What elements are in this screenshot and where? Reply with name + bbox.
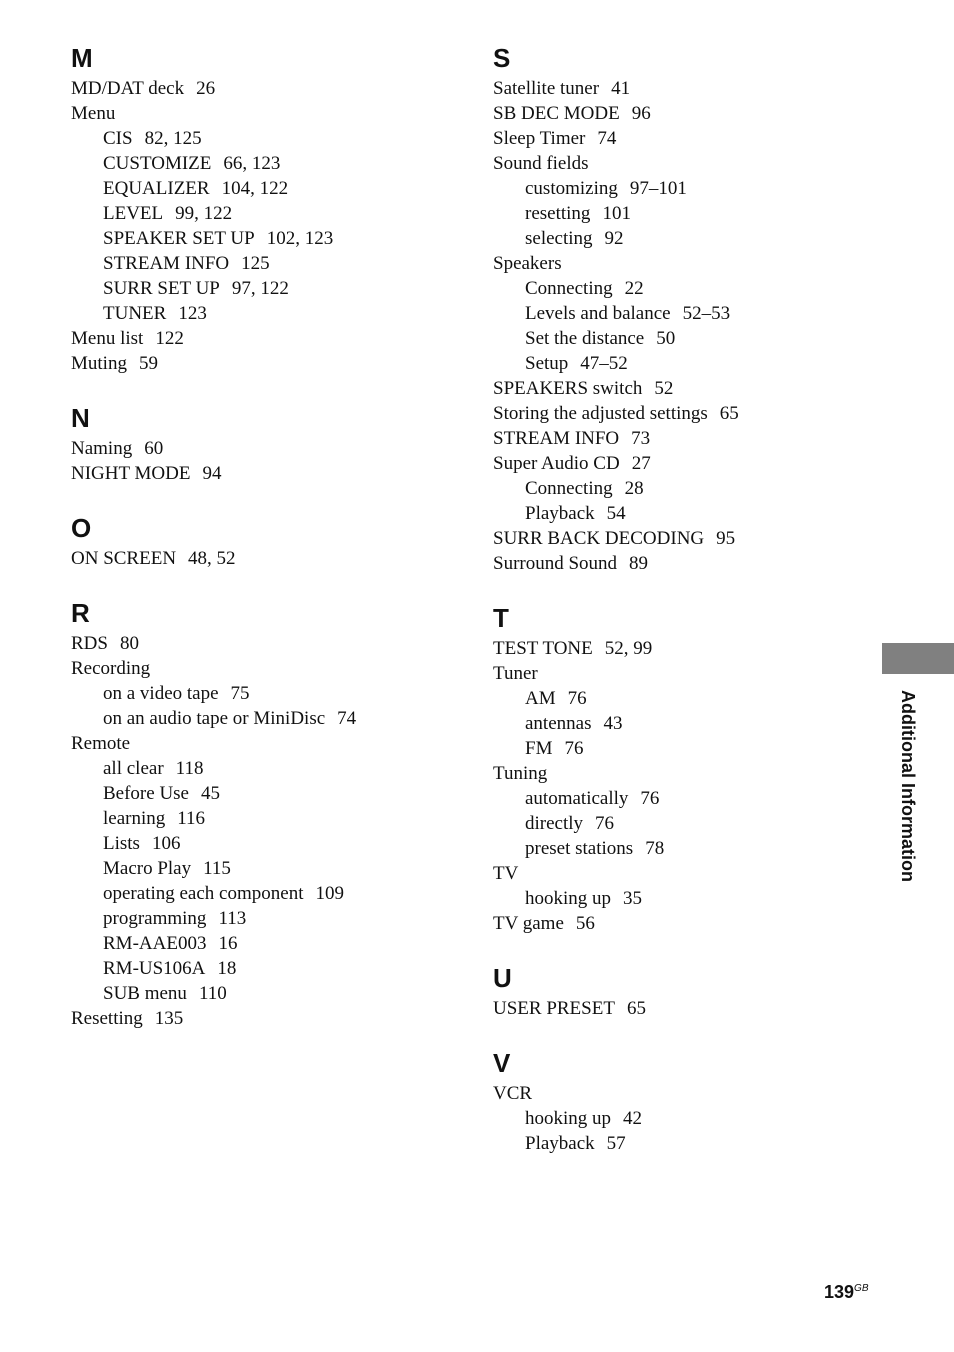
index-page-ref: 26 <box>196 78 216 99</box>
index-term: STREAM INFO <box>493 428 620 449</box>
index-entry <box>71 731 461 756</box>
index-term: operating each component <box>103 883 304 904</box>
index-subentry <box>71 856 461 881</box>
index-page-ref: 45 <box>201 783 220 804</box>
index-entry <box>493 126 863 151</box>
index-term: Menu <box>71 103 116 124</box>
index-page-ref: 41 <box>611 78 631 99</box>
index-term: Connecting <box>525 278 613 299</box>
index-page-ref: 95 <box>716 528 736 549</box>
index-page-ref: 92 <box>604 228 624 249</box>
index-entry <box>71 656 461 681</box>
index-entry <box>493 376 863 401</box>
index-subentry <box>71 706 461 731</box>
index-term: Naming <box>71 438 133 459</box>
index-entry <box>493 101 863 126</box>
index-subentry <box>493 736 863 761</box>
section-letter-heading: V <box>493 1048 511 1078</box>
index-page-ref: 113 <box>218 908 247 929</box>
index-column-left <box>71 40 461 1031</box>
section-letter-heading: U <box>493 963 512 993</box>
index-page-ref: 80 <box>119 633 139 654</box>
index-term: Macro Play <box>103 858 192 879</box>
index-subentry <box>493 476 863 501</box>
index-subentry <box>493 786 863 811</box>
index-entry <box>71 436 461 461</box>
index-entry <box>493 526 863 551</box>
index-page-ref: 73 <box>631 428 651 449</box>
index-term: RM-AAE003 <box>103 933 207 954</box>
index-subentry <box>71 831 461 856</box>
index-term: SURR SET UP <box>103 278 220 299</box>
index-page-ref: 96 <box>631 103 651 124</box>
index-term: Setup <box>525 353 569 374</box>
index-page-ref: 82, 125 <box>144 128 202 149</box>
index-term: automatically <box>525 788 629 809</box>
section-letter-heading: N <box>71 403 90 433</box>
section-spacer <box>71 376 461 400</box>
index-page-ref: 104, 122 <box>221 178 289 199</box>
index-term: Sound fields <box>493 153 589 174</box>
index-page-ref: 66, 123 <box>223 153 281 174</box>
index-term: Super Audio CD <box>493 453 620 474</box>
index-term: customizing <box>525 178 618 199</box>
index-term: Before Use <box>103 783 189 804</box>
index-page-ref: 109 <box>315 883 344 904</box>
index-entry <box>493 861 863 886</box>
section-letter-heading: O <box>71 513 92 543</box>
index-term: Satellite tuner <box>493 78 600 99</box>
index-term: Menu list <box>71 328 144 349</box>
section-spacer <box>71 571 461 595</box>
index-page-ref: 97–101 <box>629 178 687 199</box>
index-page-ref: 60 <box>144 438 164 459</box>
index-term: RDS <box>71 633 108 654</box>
index-subentry <box>71 906 461 931</box>
index-subentry <box>493 886 863 911</box>
index-term: hooking up <box>525 1108 612 1129</box>
section-letter-heading: T <box>493 603 509 633</box>
index-subentry <box>493 276 863 301</box>
index-page-ref: 102, 123 <box>266 228 334 249</box>
index-page-ref: 78 <box>645 838 665 859</box>
index-term: learning <box>103 808 166 829</box>
index-subentry <box>71 126 461 151</box>
index-page-ref: 76 <box>567 688 587 709</box>
index-term: RM-US106A <box>103 958 206 979</box>
index-subentry <box>493 836 863 861</box>
index-term: hooking up <box>525 888 612 909</box>
index-term: on a video tape <box>103 683 219 704</box>
index-subentry <box>493 351 863 376</box>
index-entry <box>493 636 863 661</box>
index-term: SPEAKERS switch <box>493 378 643 399</box>
index-page-ref: 43 <box>603 713 623 734</box>
index-entry <box>493 551 863 576</box>
section-spacer <box>71 486 461 510</box>
index-term: CIS <box>103 128 133 149</box>
index-entry <box>493 426 863 451</box>
index-subentry <box>71 931 461 956</box>
index-page-ref: 125 <box>241 253 270 274</box>
section-tab-label: Additional Information <box>898 690 918 882</box>
index-term: Remote <box>71 733 131 754</box>
index-section <box>71 510 461 571</box>
index-page-ref: 59 <box>138 353 158 374</box>
index-entry <box>493 76 863 101</box>
index-entry <box>71 461 461 486</box>
index-term: Lists <box>103 833 140 854</box>
index-term: Set the distance <box>525 328 645 349</box>
index-term: Tuning <box>493 763 548 784</box>
section-spacer <box>493 576 863 600</box>
index-page-ref: 115 <box>203 858 231 879</box>
index-term: on an audio tape or MiniDisc <box>103 708 326 729</box>
index-entry <box>71 101 461 126</box>
index-term: antennas <box>525 713 592 734</box>
index-section <box>71 40 461 376</box>
index-section <box>493 1045 863 1156</box>
index-entry <box>493 151 863 176</box>
index-page-ref: 18 <box>217 958 237 979</box>
index-term: Connecting <box>525 478 613 499</box>
index-entry <box>493 251 863 276</box>
section-letter-heading: S <box>493 43 511 73</box>
index-term: selecting <box>525 228 593 249</box>
index-page-ref: 28 <box>624 478 644 499</box>
index-section <box>493 40 863 576</box>
index-section <box>71 595 461 1031</box>
index-page-ref: 65 <box>626 998 646 1019</box>
index-entry <box>71 631 461 656</box>
index-entry <box>71 546 461 571</box>
index-term: all clear <box>103 758 164 779</box>
index-subentry <box>71 176 461 201</box>
index-term: NIGHT MODE <box>71 463 191 484</box>
section-letter-heading: M <box>71 43 93 73</box>
index-page-ref: 99, 122 <box>175 203 233 224</box>
index-term: ON SCREEN <box>71 548 177 569</box>
index-subentry <box>493 811 863 836</box>
index-term: USER PRESET <box>493 998 615 1019</box>
index-term: Recording <box>71 658 151 679</box>
index-subentry <box>493 176 863 201</box>
index-page-ref: 74 <box>597 128 617 149</box>
index-term: Storing the adjusted settings <box>493 403 708 424</box>
index-page-ref: 56 <box>575 913 595 934</box>
index-subentry <box>71 756 461 781</box>
index-subentry <box>71 151 461 176</box>
index-term: Playback <box>525 1133 595 1154</box>
index-term: programming <box>103 908 207 929</box>
index-entry <box>71 76 461 101</box>
index-subentry <box>493 711 863 736</box>
index-entry <box>493 451 863 476</box>
index-page-ref: 94 <box>202 463 222 484</box>
index-page-ref: 76 <box>640 788 660 809</box>
index-subentry <box>71 301 461 326</box>
index-term: LEVEL <box>103 203 164 224</box>
section-tab-marker <box>882 643 954 674</box>
index-term: Levels and balance <box>525 303 671 324</box>
index-term: Speakers <box>493 253 562 274</box>
page-number <box>824 1282 869 1303</box>
index-term: Resetting <box>71 1008 143 1029</box>
index-subentry <box>71 201 461 226</box>
index-entry <box>71 1006 461 1031</box>
index-subentry <box>493 501 863 526</box>
index-subentry <box>493 301 863 326</box>
index-page-ref: 65 <box>719 403 739 424</box>
index-subentry <box>71 956 461 981</box>
index-column-right <box>493 40 863 1156</box>
index-page-ref: 101 <box>602 203 631 224</box>
index-page-ref: 89 <box>629 553 649 574</box>
index-page-ref: 118 <box>175 758 204 779</box>
index-term: CUSTOMIZE <box>103 153 212 174</box>
index-page-ref: 122 <box>155 328 184 349</box>
index-term: Tuner <box>493 663 538 684</box>
index-section <box>493 960 863 1021</box>
index-subentry <box>71 251 461 276</box>
index-entry <box>493 761 863 786</box>
index-page-ref: 106 <box>151 833 181 854</box>
index-subentry <box>493 326 863 351</box>
index-page-ref: 76 <box>595 813 615 834</box>
index-subentry <box>71 226 461 251</box>
index-term: MD/DAT deck <box>71 78 185 99</box>
index-page-ref: 74 <box>337 708 357 729</box>
index-term: Playback <box>525 503 595 524</box>
index-subentry <box>493 686 863 711</box>
index-term: SPEAKER SET UP <box>103 228 255 249</box>
index-page-ref: 57 <box>606 1133 626 1154</box>
index-term: TEST TONE <box>493 638 593 659</box>
index-term: SURR BACK DECODING <box>493 528 705 549</box>
index-term: TV <box>493 863 519 884</box>
index-page-ref: 27 <box>631 453 651 474</box>
section-spacer <box>493 936 863 960</box>
index-term: VCR <box>493 1083 533 1104</box>
index-subentry <box>493 226 863 251</box>
index-page-ref: 16 <box>218 933 238 954</box>
index-page-ref: 22 <box>624 278 644 299</box>
index-entry <box>493 996 863 1021</box>
index-section <box>493 600 863 936</box>
index-page-ref: 42 <box>623 1108 643 1129</box>
index-page-ref: 54 <box>606 503 626 524</box>
index-page-ref: 75 <box>230 683 250 704</box>
index-term: SB DEC MODE <box>493 103 620 124</box>
index-page-ref: 97, 122 <box>231 278 289 299</box>
index-term: AM <box>525 688 556 709</box>
index-entry <box>493 401 863 426</box>
page-number-suffix: GB <box>854 1283 869 1294</box>
index-page-ref: 52, 99 <box>604 638 653 659</box>
index-subentry <box>71 981 461 1006</box>
index-page-ref: 110 <box>198 983 227 1004</box>
index-entry <box>493 1081 863 1106</box>
index-term: TV game <box>493 913 564 934</box>
index-subentry <box>71 806 461 831</box>
index-term: STREAM INFO <box>103 253 230 274</box>
index-page-ref: 48, 52 <box>188 548 236 569</box>
section-letter-heading: R <box>71 598 90 628</box>
index-subentry <box>71 881 461 906</box>
index-term: Surround Sound <box>493 553 618 574</box>
index-term: directly <box>525 813 584 834</box>
index-term: FM <box>525 738 553 759</box>
index-term: Muting <box>71 353 127 374</box>
index-term: EQUALIZER <box>103 178 210 199</box>
index-entry <box>71 351 461 376</box>
index-page-ref: 52–53 <box>682 303 731 324</box>
index-page-ref: 35 <box>623 888 643 909</box>
index-page-ref: 47–52 <box>580 353 628 374</box>
index-subentry <box>493 1131 863 1156</box>
index-page-ref: 76 <box>564 738 584 759</box>
index-subentry <box>493 1106 863 1131</box>
index-term: resetting <box>525 203 591 224</box>
index-subentry <box>71 681 461 706</box>
index-entry <box>493 661 863 686</box>
index-subentry <box>71 781 461 806</box>
section-spacer <box>493 1021 863 1045</box>
index-term: TUNER <box>103 303 167 324</box>
index-page-ref: 135 <box>154 1008 184 1029</box>
index-page-ref: 116 <box>177 808 206 829</box>
index-term: Sleep Timer <box>493 128 586 149</box>
index-entry <box>71 326 461 351</box>
index-page-ref: 123 <box>178 303 207 324</box>
index-subentry <box>71 276 461 301</box>
index-section <box>71 400 461 486</box>
index-term: SUB menu <box>103 983 187 1004</box>
index-page-ref: 50 <box>656 328 676 349</box>
index-entry <box>493 911 863 936</box>
index-term: preset stations <box>525 838 634 859</box>
page-number-value: 139 <box>824 1282 855 1302</box>
index-page-ref: 52 <box>654 378 674 399</box>
index-subentry <box>493 201 863 226</box>
